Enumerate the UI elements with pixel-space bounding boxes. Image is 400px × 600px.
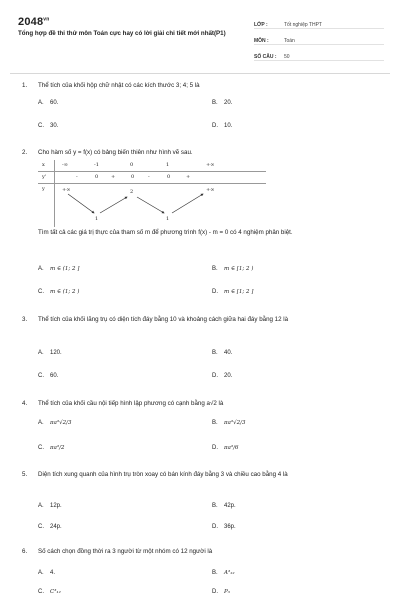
vt-sign: -	[76, 174, 78, 180]
option-d[interactable]: D. 10.	[212, 123, 233, 129]
vt-sign: 0	[131, 174, 135, 180]
option-c[interactable]: C. 60.	[38, 373, 59, 379]
question-4: 4. Thể tích của khối cầu nội tiếp hình lập phương có cạnh bằng a√2 là	[22, 400, 224, 407]
arrow-up	[172, 194, 203, 213]
option-a[interactable]: A. πa³√2/3	[38, 420, 72, 426]
option-c[interactable]: C. 30.	[38, 123, 59, 129]
option-a[interactable]: A. 12p.	[38, 503, 62, 509]
vt-x-value: -1	[94, 162, 99, 168]
vt-y-value: 2	[130, 189, 134, 195]
vt-y-value: +∞	[62, 187, 71, 193]
vt-x-value: 1	[166, 162, 170, 168]
option-b[interactable]: B. m ∈ [1; 2 )	[212, 266, 254, 272]
option-d[interactable]: D. m ∈ [1; 2 ]	[212, 289, 254, 295]
arrow-up	[100, 197, 127, 213]
question-3: 3. Thể tích của khối lăng trụ có diện tích đáy bằng 10 và khoảng cách giữa hai đáy bằng 12 là	[22, 316, 289, 323]
option-c[interactable]: C. πa³/2	[38, 445, 65, 451]
vt-sign: +	[186, 174, 191, 180]
option-b[interactable]: B. 20.	[212, 100, 233, 106]
vt-x-value: +∞	[206, 162, 215, 168]
question-2-prompt: Tìm tất cả các giá trị thực của tham số m để phương trình f(x) - m = 0 có 4 nghiệm phân biệt.	[38, 229, 293, 236]
site-logo: $2048^{vn}$	[18, 16, 50, 28]
option-a[interactable]: A. 60.	[38, 100, 59, 106]
option-b[interactable]: B. πa³√2/3	[212, 420, 246, 426]
document-meta	[254, 17, 384, 65]
option-a[interactable]: A. 4.	[38, 570, 56, 576]
variation-arrows	[38, 160, 266, 227]
option-d[interactable]: D. P₃	[212, 589, 230, 595]
vt-x-value: 0	[130, 162, 134, 168]
document-title: Tổng hợp đề thi thử môn Toán cực hay có lời giải chi tiết mới nhất(P1)	[18, 30, 226, 37]
question-6: 6. Số cách chọn đồng thời ra 3 người từ một nhóm có 12 người là	[22, 548, 213, 555]
option-a[interactable]: A. m ∈ (1; 2 ]	[38, 266, 80, 272]
vt-sign: 0	[95, 174, 99, 180]
option-d[interactable]: D. πa³/6	[212, 445, 239, 451]
vt-y-value: 1	[166, 216, 170, 222]
question-2: 2. Cho hàm số y = f(x) có bảng biến thiên như hình vẽ sau.	[22, 149, 193, 156]
vt-x-label: x	[42, 162, 45, 168]
vt-y-label: y	[42, 186, 45, 192]
meta-row-subject: MÔN : Toán	[254, 33, 384, 45]
meta-row-class: LỚP : Tốt nghiệp THPT	[254, 17, 384, 29]
vt-y-value: 1	[95, 216, 99, 222]
option-b[interactable]: B. A³₁₂	[212, 570, 235, 576]
header-divider	[10, 73, 390, 74]
vt-y-value: +∞	[206, 187, 215, 193]
option-c[interactable]: C. C³₁₂	[38, 589, 61, 595]
vt-yp-label: y'	[42, 174, 47, 180]
option-b[interactable]: B. 40.	[212, 350, 233, 356]
variation-table	[38, 160, 266, 227]
arrow-down	[137, 197, 164, 213]
option-d[interactable]: D. 20.	[212, 373, 233, 379]
option-d[interactable]: D. 36p.	[212, 524, 236, 530]
vt-sign: +	[111, 174, 116, 180]
vt-sign: -	[148, 174, 150, 180]
meta-row-count: SỐ CÂU : 50	[254, 49, 384, 61]
option-c[interactable]: C. m ∈ (1; 2 )	[38, 289, 80, 295]
vt-x-value: -∞	[62, 162, 68, 168]
vt-sign: 0	[167, 174, 171, 180]
option-b[interactable]: B. 42p.	[212, 503, 236, 509]
arrow-down	[68, 194, 94, 213]
option-a[interactable]: A. 120.	[38, 350, 62, 356]
option-c[interactable]: C. 24p.	[38, 524, 62, 530]
question-1: 1. Thể tích của khối hộp chữ nhật có các kích thước 3; 4; 5 là	[22, 82, 200, 89]
question-5: 5. Diện tích xung quanh của hình trụ tròn xoay có bán kính đáy bằng 3 và chiều cao bằng 4 là	[22, 471, 288, 478]
